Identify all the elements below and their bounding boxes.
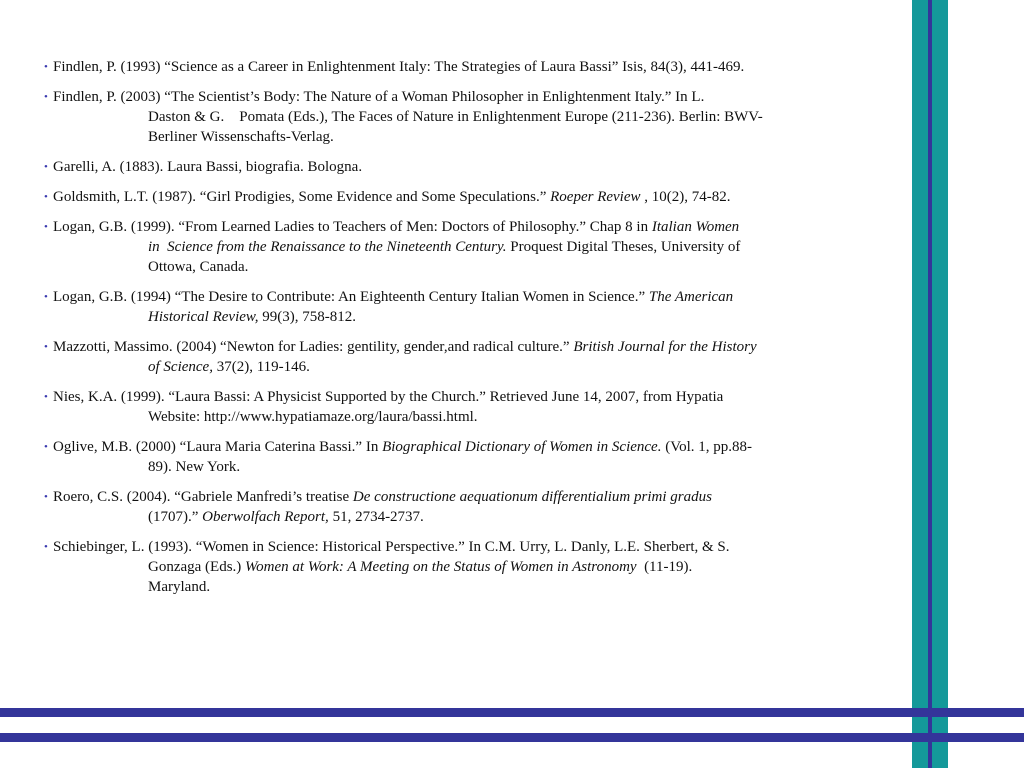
reference-text: Ottowa, Canada. (148, 259, 249, 275)
reference-text: Findlen, P. (2003) “The Scientist’s Body: The Nature of a Woman Philosopher in Enlightenment Italy.” In L. (53, 89, 705, 105)
bullet-icon: • (44, 391, 48, 403)
reference-line (44, 187, 864, 207)
reference-text: Mazzotti, Massimo. (2004) “Newton for Ladies: gentility, gender,and radical culture.” (53, 339, 574, 355)
reference-text: (1707).” (148, 509, 203, 525)
reference-line (44, 437, 864, 457)
reference-line (44, 457, 864, 477)
reference-line (44, 237, 864, 257)
bullet-icon: • (44, 341, 48, 353)
reference-text: Daston & G. Pomata (Eds.), The Faces of Nature in Enlightenment Europe (211-236). Berlin: BWV- (148, 109, 763, 125)
reference-text: Nies, K.A. (1999). “Laura Bassi: A Physicist Supported by the Church.” Retrieved June 14, 2007, from Hypatia (53, 389, 724, 405)
reference-entry (44, 537, 864, 597)
reference-italic-text: Roeper Review (550, 189, 645, 205)
reference-line (44, 387, 864, 407)
reference-line (44, 557, 864, 577)
reference-line (44, 487, 864, 507)
reference-entry (44, 337, 864, 377)
reference-text: Logan, G.B. (1994) “The Desire to Contribute: An Eighteenth Century Italian Women in Science.” (53, 289, 649, 305)
reference-entry (44, 217, 864, 277)
reference-text: Berliner Wissenschafts-Verlag. (148, 129, 334, 145)
bullet-icon: • (44, 61, 48, 73)
reference-line (44, 127, 864, 147)
reference-entry (44, 157, 864, 177)
reference-text: Gonzaga (Eds.) (148, 559, 246, 575)
reference-text: Maryland. (148, 579, 211, 595)
reference-line (44, 537, 864, 557)
reference-line (44, 217, 864, 237)
reference-text: 37(2), 119-146. (212, 359, 310, 375)
bullet-icon: • (44, 291, 48, 303)
reference-italic-text: Italian Women (651, 219, 740, 235)
bullet-icon: • (44, 541, 48, 553)
reference-line (44, 407, 864, 427)
reference-line (44, 287, 864, 307)
reference-text: 99(3), 758-812. (258, 309, 357, 325)
reference-entry (44, 87, 864, 147)
reference-italic-text: De constructione aequationum differentialium primi gradus (352, 489, 712, 505)
reference-text: (11-19). (640, 559, 693, 575)
reference-text: (Vol. 1, pp.88- (661, 439, 753, 455)
reference-entry (44, 57, 864, 77)
bullet-icon: • (44, 221, 48, 233)
reference-italic-text: in Science from the Renaissance to the Nineteenth Century. (148, 239, 507, 255)
reference-line (44, 357, 864, 377)
reference-text: Logan, G.B. (1999). “From Learned Ladies to Teachers of Men: Doctors of Philosophy.” Chap 8 in (53, 219, 652, 235)
reference-italic-text: Historical Review, (148, 309, 259, 325)
reference-italic-text: British Journal for the History (573, 339, 757, 355)
reference-text: Findlen, P. (1993) “Science as a Career in Enlightenment Italy: The Strategies of Laura Bassi” Isis, 84(3), 441-469. (53, 59, 745, 75)
reference-line (44, 507, 864, 527)
reference-line (44, 257, 864, 277)
reference-text: 51, 2734-2737. (328, 509, 424, 525)
bullet-icon: • (44, 91, 48, 103)
reference-italic-text: Biographical Dictionary of Women in Science. (382, 439, 662, 455)
reference-text: Goldsmith, L.T. (1987). “Girl Prodigies, Some Evidence and Some Speculations.” (53, 189, 551, 205)
reference-line (44, 107, 864, 127)
reference-italic-text: The American (648, 289, 734, 305)
reference-entry (44, 487, 864, 527)
reference-line (44, 307, 864, 327)
reference-line (44, 577, 864, 597)
reference-italic-text: Women at Work: A Meeting on the Status of Women in Astronomy (245, 559, 641, 575)
reference-text: Schiebinger, L. (1993). “Women in Science: Historical Perspective.” In C.M. Urry, L. Danly, L.E. Sherbert, & S. (53, 539, 730, 555)
reference-entry (44, 437, 864, 477)
reference-text: Roero, C.S. (2004). “Gabriele Manfredi’s treatise (53, 489, 353, 505)
bullet-icon: • (44, 191, 48, 203)
reference-text: Oglive, M.B. (2000) “Laura Maria Caterina Bassi.” In (53, 439, 383, 455)
reference-list (44, 57, 864, 607)
reference-text: Website: http://www.hypatiamaze.org/laura/bassi.html. (148, 409, 478, 425)
reference-text: , 10(2), 74-82. (644, 189, 731, 205)
decorative-horizontal-bar-bottom (0, 733, 1024, 742)
reference-line (44, 337, 864, 357)
bullet-icon: • (44, 161, 48, 173)
reference-entry (44, 387, 864, 427)
reference-text: 89). New York. (148, 459, 241, 475)
reference-italic-text: of Science, (148, 359, 213, 375)
bullet-icon: • (44, 491, 48, 503)
reference-text: Proquest Digital Theses, University of (506, 239, 741, 255)
reference-line (44, 87, 864, 107)
decorative-horizontal-bar-top (0, 708, 1024, 717)
decorative-vertical-line (928, 0, 932, 768)
reference-entry (44, 187, 864, 207)
reference-italic-text: Oberwolfach Report, (202, 509, 329, 525)
reference-line (44, 57, 864, 77)
reference-text: Garelli, A. (1883). Laura Bassi, biografia. Bologna. (53, 159, 363, 175)
bullet-icon: • (44, 441, 48, 453)
reference-entry (44, 287, 864, 327)
reference-line (44, 157, 864, 177)
